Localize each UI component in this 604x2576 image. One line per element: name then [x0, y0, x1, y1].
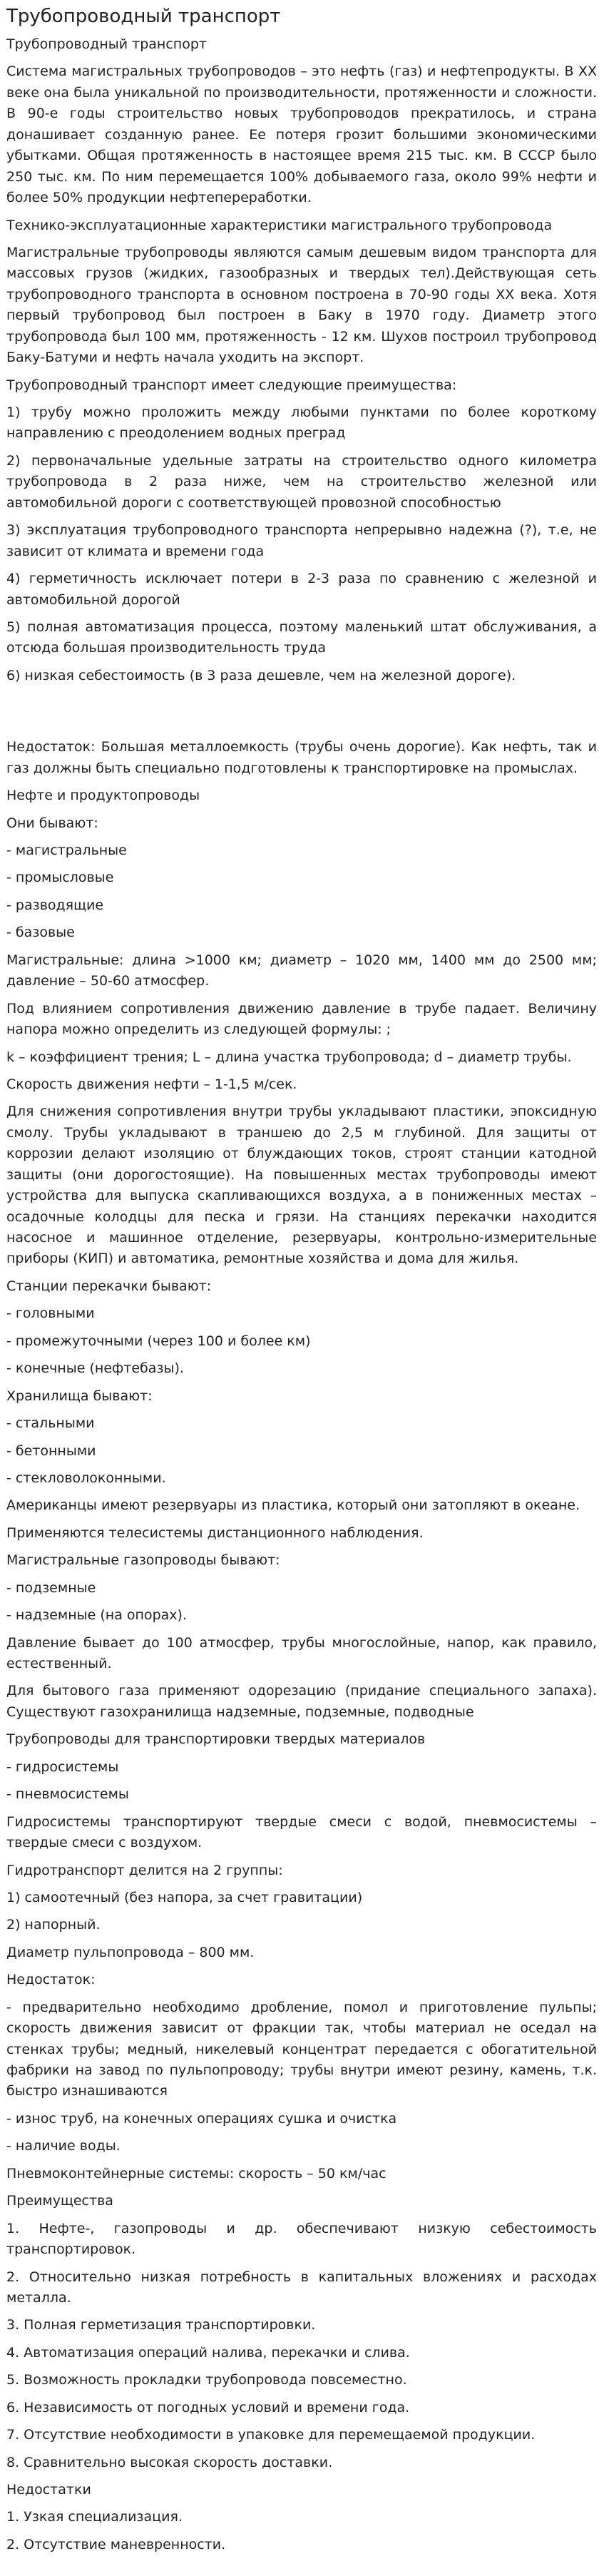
paragraph: Применяются телесистемы дистанционного наблюдения.: [6, 1524, 424, 1541]
paragraph: Под влиянием сопротивления движению давление в трубе падает. Величину напора можно определить из следующей формулы: ;: [6, 1000, 597, 1038]
paragraph: - стекловолоконными.: [6, 1470, 166, 1486]
paragraph: 1) трубу можно проложить между любыми пунктами по более короткому направлению с преодолением водных преград: [6, 404, 597, 442]
paragraph: Магистральные газопроводы бывают:: [6, 1552, 280, 1569]
paragraph: Трубопроводный транспорт имеет следующие преимущества:: [6, 377, 457, 393]
paragraph: Гидротранспорт делится на 2 группы:: [6, 1862, 283, 1878]
paragraph: Гидросистемы транспортируют твердые смеси с водой, пневмосистемы – твердые смеси с воздухом.: [6, 1813, 597, 1851]
paragraph: 4. Автоматизация операций налива, перекачки и слива.: [6, 2344, 410, 2361]
paragraph: Давление бывает до 100 атмосфер, трубы многослойные, напор, как правило, естественный.: [6, 1634, 597, 1671]
paragraph: - бетонными: [6, 1442, 96, 1459]
paragraph: - конечные (нефтебазы).: [6, 1360, 184, 1377]
paragraph: 2. Отсутствие маневренности.: [6, 2536, 226, 2552]
paragraph: Пневмоконтейнерные системы: скорость – 50 км/час: [6, 2165, 387, 2182]
paragraph: Преимущества: [6, 2193, 113, 2209]
paragraph: Трубопроводный транспорт: [6, 36, 207, 52]
paragraph: 2) первоначальные удельные затраты на строительство одного километра трубопровода в 2 раза ниже, чем на строительство железной или автомобильной дороги с соответствующей провозной способностью: [6, 452, 597, 511]
paragraph: 1) самоотечный (без напора, за счет гравитации): [6, 1889, 363, 1905]
paragraph: - пневмосистемы: [6, 1786, 129, 1803]
paragraph: - разводящие: [6, 897, 104, 913]
paragraph: 2. Относительно низкая потребность в капитальных вложениях и расходах металла.: [6, 2269, 597, 2306]
paragraph: - износ труб, на конечных операциях сушка и очистка: [6, 2110, 397, 2127]
paragraph: 7. Отсутствие необходимости в упаковке для перемещаемой продукции.: [6, 2427, 536, 2443]
paragraph: Диаметр пульпопровода – 800 мм.: [6, 1944, 255, 1960]
paragraph: Технико-эксплуатационные характеристики магистрального трубопровода: [6, 217, 553, 233]
paragraph: Магистральные: длина >1000 км; диаметр – 1020 мм, 1400 мм до 2500 мм; давление – 50-60 атмосфер.: [6, 952, 597, 989]
paragraph: - подземные: [6, 1579, 96, 1596]
paragraph: Для снижения сопротивления внутри трубы укладывают пластики, эпоксидную смолу. Трубы укладывают в траншею до 2,5 м глубиной. Для защиты от коррозии делают изоляцию от блуждающих токов, строят станции катодной защиты (они дорогостоящие). На повышенных местах трубопроводы имеют устройства для выпуска скапливающихся воздуха, а в пониженных местах – осадочные колодцы для песка и грязи. На станциях перекачки находится насосное и машинное отделение, резервуары, контрольно-измерительные приборы (КИП) и автоматика, ремонтные хозяйства и дома для жилья.: [6, 1104, 597, 1267]
paragraph: 1. Узкая специализация.: [6, 2509, 183, 2525]
paragraph: 3) эксплуатация трубопроводного транспорта непрерывно надежна (?), т.е, не зависит от климата и времени года: [6, 522, 597, 559]
paragraph: Магистральные трубопроводы являются самым дешевым видом транспорта для массовых грузов (жидких, газообразных и твердых тел).Действующая сеть трубопроводного транспорта в основном построена в 70-90 годы XX века. Хотя первый трубопровод был построен в Баку в 1970 году. Диаметр этого трубопровода был 100 мм, протяженность - 12 км. Шухов построил трубопровод Баку-Батуми и нефть начала уходить на экспорт.: [6, 244, 597, 366]
paragraph: 1. Нефте-, газопроводы и др. обеспечивают низкую себестоимость транспортировок.: [6, 2220, 597, 2258]
paragraph: Система магистральных трубопроводов – это нефть (газ) и нефтепродукты. В XX веке она была уникальной по производительности, протяженности и сложности. В 90-е годы строительство новых трубопроводов прекратилось, и страна донашивает созданную ранее. Ее потеря грозит большими экономическими убытками. Общая протяженность в настоящее время 215 тыс. км. В СССР было 250 тыс. км. По ним перемещается 100% добываемого газа, около 99% нефти и более 50% продукции нефтепереработки.: [6, 63, 597, 206]
paragraph: 6. Независимость от погодных условий и времени года.: [6, 2399, 410, 2415]
paragraph: Скорость движения нефти – 1-1,5 м/сек.: [6, 1076, 297, 1092]
paragraph: Американцы имеют резервуары из пластика, который они затопляют в океане.: [6, 1497, 580, 1514]
paragraph: Для бытового газа применяют одорезацию (придание специального запаха). Существуют газохранилища надземные, подземные, подводные: [6, 1683, 597, 1720]
document-body: [6, 34, 597, 2555]
paragraph: 5. Возможность прокладки трубопровода повсеместно.: [6, 2372, 407, 2388]
paragraph: 2) напорный.: [6, 1917, 101, 1933]
paragraph: 5) полная автоматизация процесса, поэтому маленький штат обслуживания, а отсюда большая производительность труда: [6, 618, 597, 656]
paragraph: Станции перекачки бывают:: [6, 1278, 212, 1294]
paragraph: 8. Сравнительно высокая скорость доставки.: [6, 2454, 333, 2470]
paragraph: - стальными: [6, 1415, 95, 1432]
paragraph: Хранилища бывают:: [6, 1388, 153, 1404]
paragraph: - предварительно необходимо дробление, помол и приготовление пульпы; скорость движения зависит от фракции так, чтобы материал не оседал на стенках трубы; медный, никелевый концентрат передается с обогатительной фабрики на завод по пульпопроводу; трубы внутри имеют резину, камень, т.к. быстро изнашиваются: [6, 1999, 597, 2099]
paragraph: - наличие воды.: [6, 2138, 121, 2154]
paragraph-spacer: [6, 693, 597, 737]
paragraph: - надземные (на опорах).: [6, 1607, 187, 1624]
paragraph: 4) герметичность исключает потери в 2-3 раза по сравнению с железной и автомобильной дорогой: [6, 571, 597, 608]
paragraph: - промысловые: [6, 870, 114, 886]
paragraph: - головными: [6, 1305, 95, 1322]
paragraph: Недостаток: Большая металлоемкость (трубы очень дорогие). Как нефть, так и газ должны быть специально подготовлены к транспортировке на промыслах.: [6, 739, 597, 776]
paragraph: Недостатки: [6, 2482, 91, 2498]
paragraph: Они бывают:: [6, 815, 98, 831]
paragraph: Недостаток:: [6, 1972, 96, 1988]
paragraph: - базовые: [6, 925, 75, 941]
document-title: Трубопроводный транспорт: [6, 6, 281, 27]
paragraph: 3. Полная герметизация транспортировки.: [6, 2317, 316, 2333]
paragraph: Трубопроводы для транспортировки твердых материалов: [6, 1731, 426, 1748]
paragraph: - магистральные: [6, 842, 127, 858]
paragraph: - гидросистемы: [6, 1758, 119, 1775]
paragraph: k – коэффициент трения; L – длина участка трубопровода; d – диаметр трубы.: [6, 1049, 572, 1065]
paragraph: - промежуточными (через 100 и более км): [6, 1333, 311, 1349]
paragraph: 6) низкая себестоимость (в 3 раза дешевле, чем на железной дороге).: [6, 667, 516, 683]
paragraph: Нефте и продуктопроводы: [6, 788, 200, 804]
